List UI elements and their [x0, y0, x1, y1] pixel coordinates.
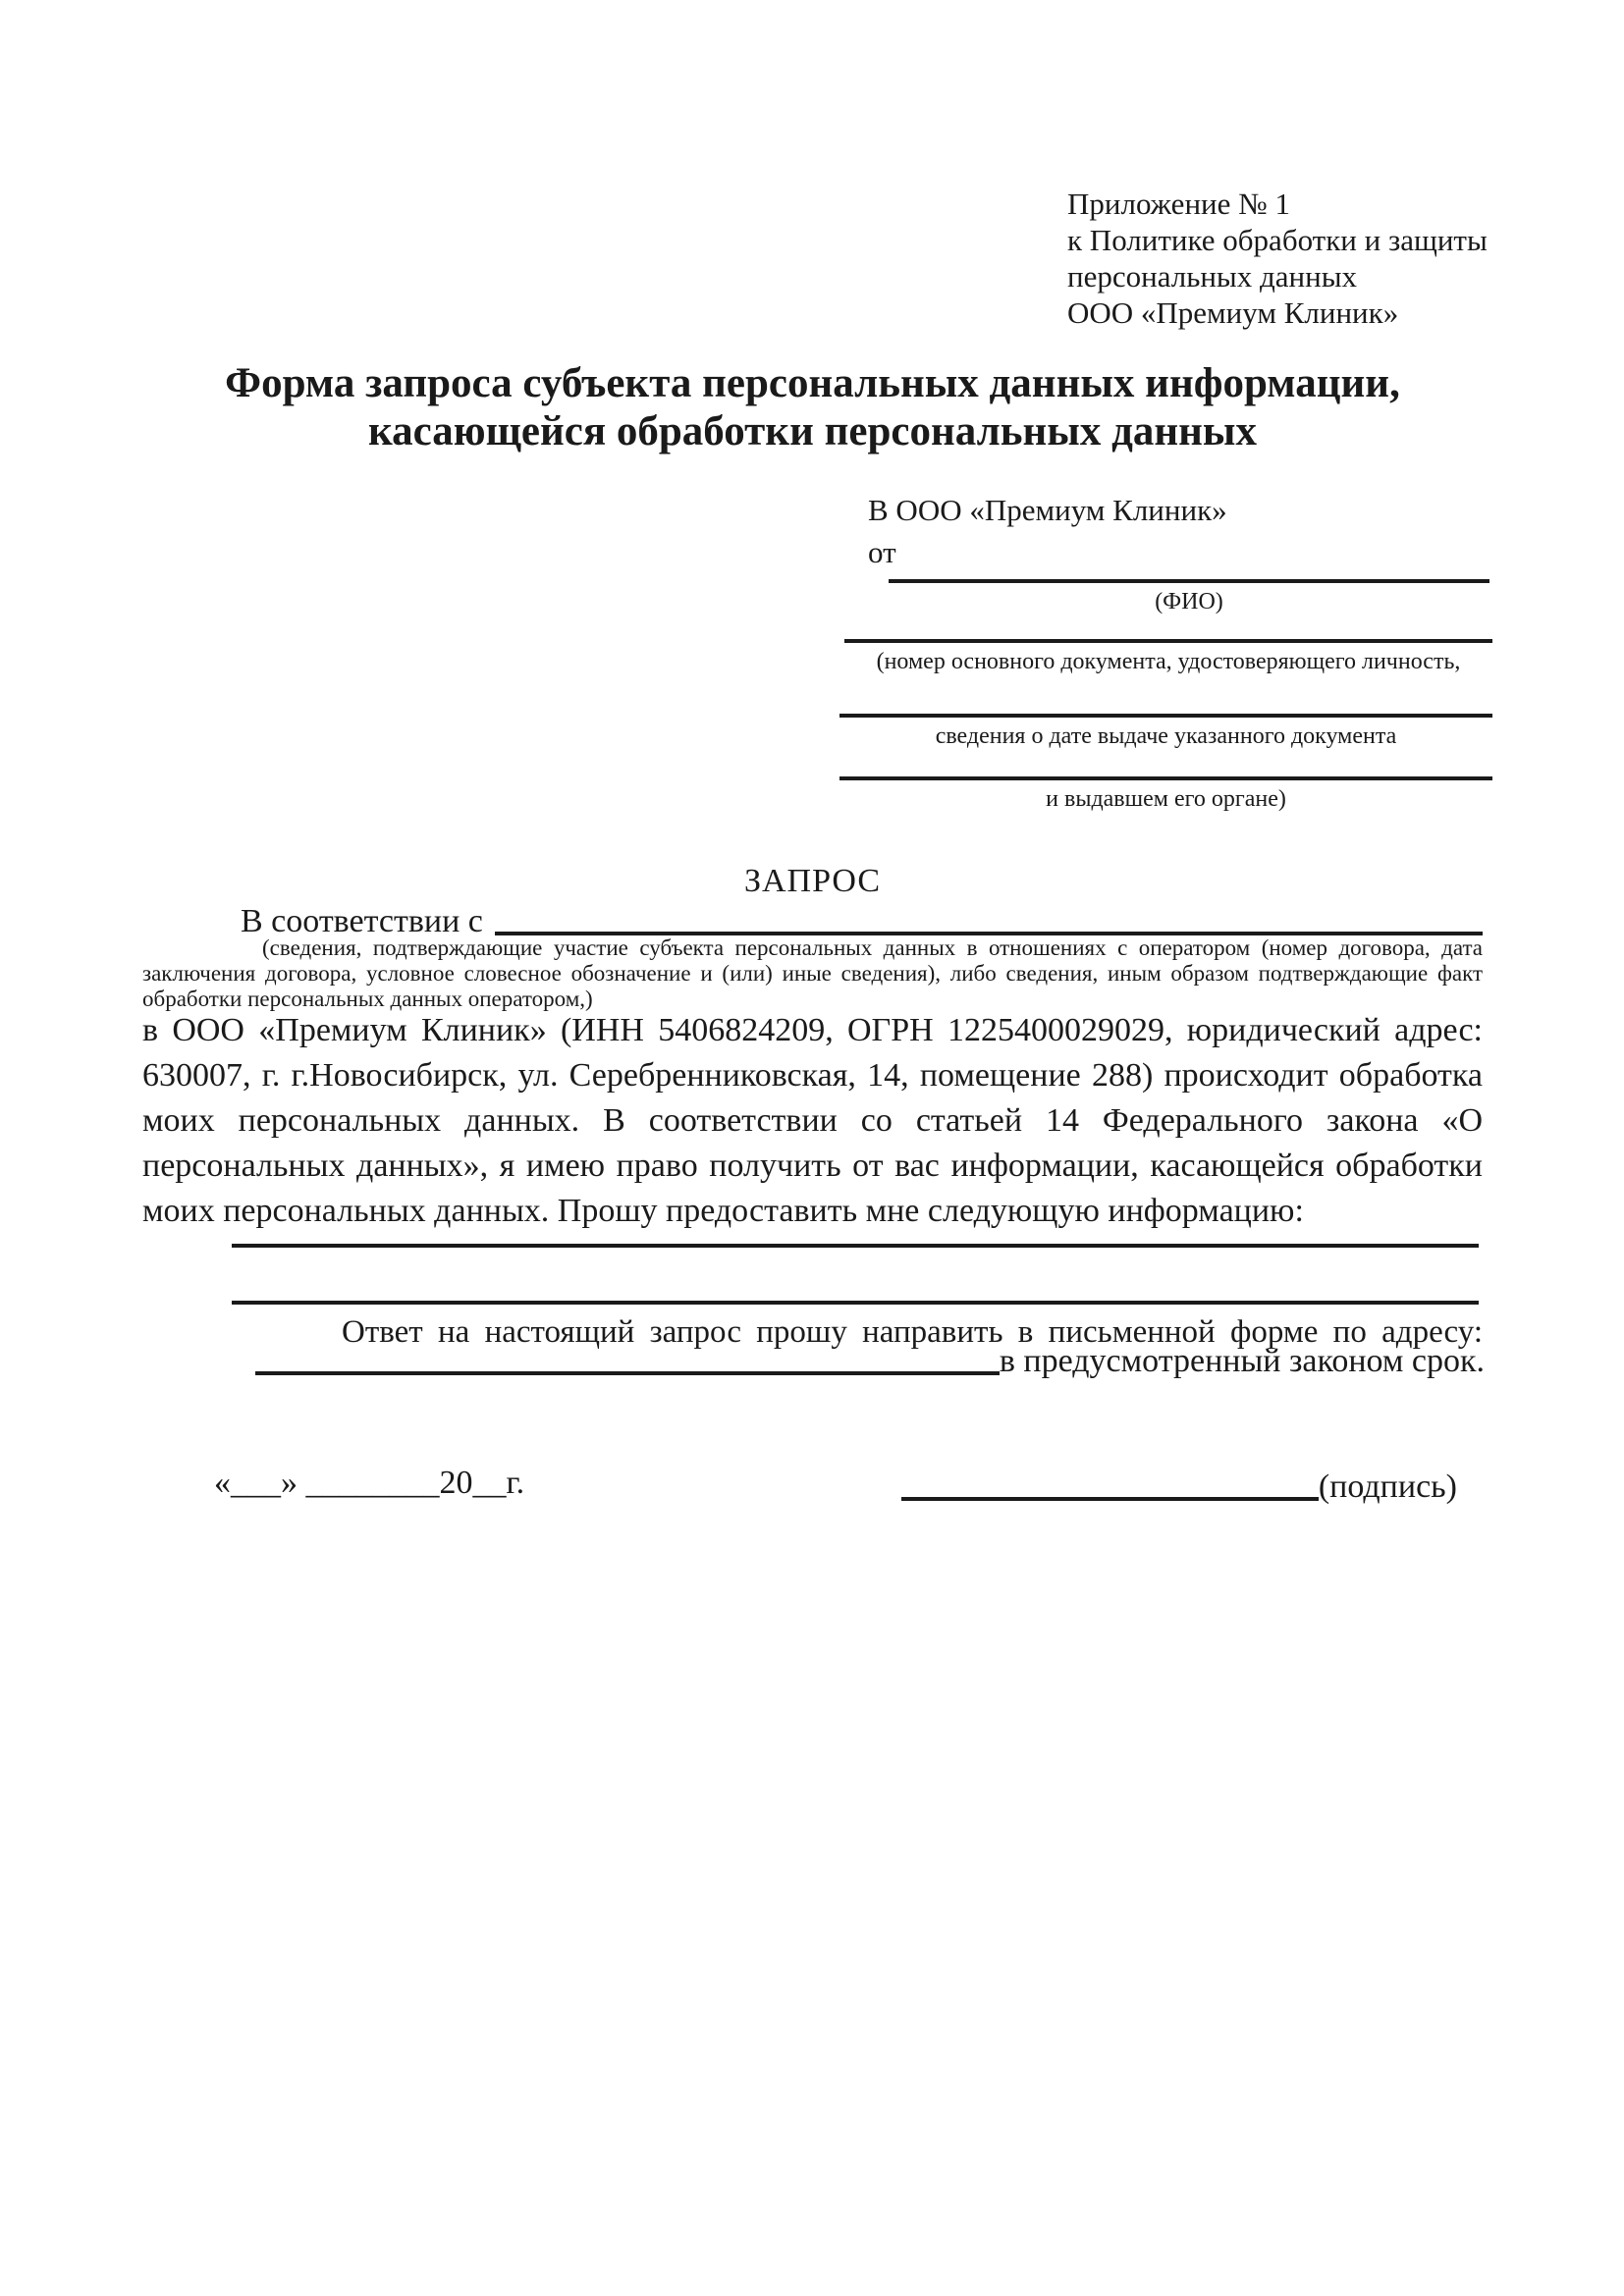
- reply-address-blank-line: [255, 1371, 1000, 1375]
- reply-request-line: Ответ на настоящий запрос прошу направить в письменной форме по адресу:: [342, 1314, 1483, 1350]
- document-title-line-1: Форма запроса субъекта персональных данных информации,: [225, 360, 1400, 406]
- signature-caption: (подпись): [1318, 1468, 1457, 1505]
- date-blank-line: «___» ________20__г.: [214, 1465, 525, 1501]
- issue-date-caption: сведения о дате выдаче указанного документа: [935, 723, 1397, 749]
- annex-line-4: ООО «Премиум Клиник»: [1067, 295, 1399, 330]
- issuing-authority-caption: и выдавшем его органе): [1046, 786, 1286, 812]
- signature-row: [901, 1465, 1457, 1506]
- intro-footnote: (сведения, подтверждающие участие субъекта персональных данных в отношениях с оператором (номер договора, дата заключения договора, условное словесное обозначение и (или) иные сведения), либо сведения, иным образом подтверждающие факт обработки персональных данных оператором,): [142, 935, 1483, 1011]
- request-heading: ЗАПРОС: [743, 863, 882, 899]
- document-title: [142, 359, 1483, 455]
- intro-row: [142, 899, 1483, 940]
- addressee-organization: В ООО «Премиум Клиник»: [868, 493, 1227, 527]
- annex-line-1: Приложение № 1: [1067, 187, 1290, 221]
- information-blank-line-2: [232, 1301, 1479, 1305]
- addressee-from-label: от: [868, 535, 896, 569]
- reply-suffix: в предусмотренный законом срок.: [999, 1343, 1485, 1379]
- issuing-authority-blank-line: [839, 776, 1492, 780]
- reply-address-row: [255, 1341, 1485, 1380]
- document-title-line-2: касающейся обработки персональных данных: [368, 408, 1257, 454]
- request-body-paragraph: в ООО «Премиум Клиник» (ИНН 5406824209, ОГРН 1225400029029, юридический адрес: 630007, г. г.Новосибирск, ул. Серебренниковская, 14, помещение 288) происходит обработка моих персональных данных. В соответствии со статьей 14 Федерального закона «О персональных данных», я имею право получить от вас информации, касающейся обработки моих персональных данных. Прошу предоставить мне следующую информацию:: [142, 1012, 1483, 1229]
- annex-line-2: к Политике обработки и защиты: [1067, 223, 1488, 257]
- fio-caption: (ФИО): [1155, 589, 1223, 614]
- annex-block: [1067, 186, 1488, 331]
- intro-label: В соответствии с: [241, 903, 483, 939]
- information-blank-line-1: [232, 1244, 1479, 1248]
- id-document-caption: (номер основного документа, удостоверяющего личность,: [876, 649, 1461, 674]
- fio-blank-line: [889, 579, 1489, 583]
- annex-line-3: персональных данных: [1067, 259, 1358, 294]
- id-document-blank-line: [844, 639, 1492, 643]
- issue-date-blank-line: [839, 714, 1492, 718]
- signature-blank-line: [901, 1497, 1319, 1501]
